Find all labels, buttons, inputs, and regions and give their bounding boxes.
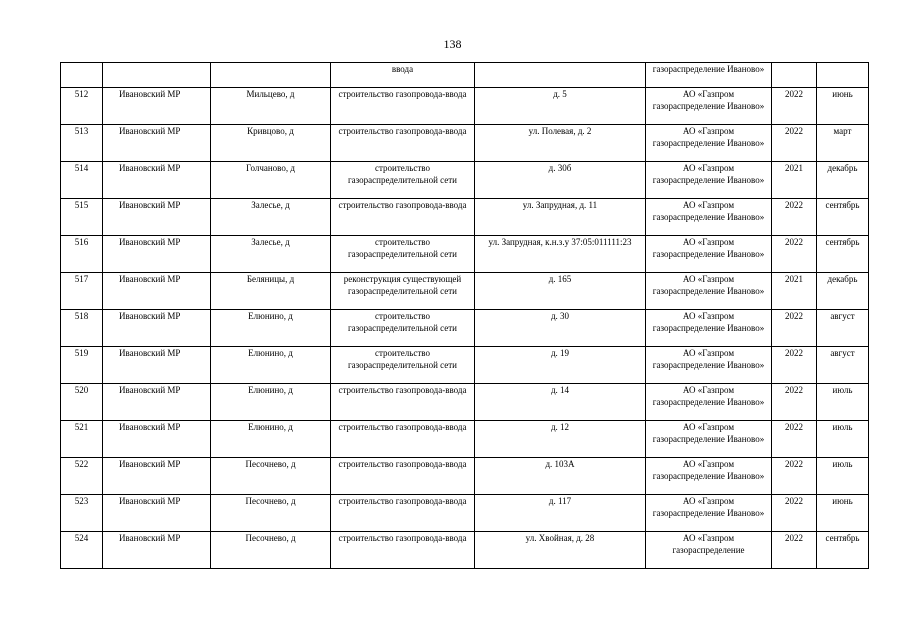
cell-num xyxy=(61,63,103,88)
cell-district: Ивановский МР xyxy=(103,88,211,125)
cell-district: Ивановский МР xyxy=(103,495,211,532)
table-row-continuation xyxy=(61,63,869,88)
cell-num: 517 xyxy=(61,273,103,310)
cell-address xyxy=(475,63,646,88)
cell-locality: Кривцово, д xyxy=(211,125,331,162)
cell-organization: АО «Газпром газораспределение Иваново» xyxy=(646,125,772,162)
cell-month: сентябрь xyxy=(817,532,869,569)
cell-year xyxy=(772,63,817,88)
table-row xyxy=(61,236,869,273)
cell-district: Ивановский МР xyxy=(103,273,211,310)
cell-month: июль xyxy=(817,458,869,495)
cell-district xyxy=(103,63,211,88)
cell-address: ул. Хвойная, д. 28 xyxy=(475,532,646,569)
cell-year: 2022 xyxy=(772,347,817,384)
cell-locality: Елюнино, д xyxy=(211,347,331,384)
table-row xyxy=(61,347,869,384)
cell-work: строительство газопровода-ввода xyxy=(331,125,475,162)
cell-organization: АО «Газпром газораспределение Иваново» xyxy=(646,458,772,495)
cell-work: реконструкция существующей газораспределительной сети xyxy=(331,273,475,310)
table-row xyxy=(61,88,869,125)
cell-work: ввода xyxy=(331,63,475,88)
cell-district: Ивановский МР xyxy=(103,199,211,236)
cell-locality: Елюнино, д xyxy=(211,310,331,347)
cell-district: Ивановский МР xyxy=(103,384,211,421)
cell-year: 2022 xyxy=(772,384,817,421)
cell-locality: Елюнино, д xyxy=(211,421,331,458)
cell-organization: АО «Газпром газораспределение Иваново» xyxy=(646,162,772,199)
cell-work: строительство газопровода-ввода xyxy=(331,421,475,458)
cell-district: Ивановский МР xyxy=(103,162,211,199)
cell-month: июль xyxy=(817,421,869,458)
cell-address: д. 5 xyxy=(475,88,646,125)
cell-organization: АО «Газпром газораспределение Иваново» xyxy=(646,347,772,384)
table-row xyxy=(61,532,869,569)
cell-num: 520 xyxy=(61,384,103,421)
cell-locality: Беляницы, д xyxy=(211,273,331,310)
cell-district: Ивановский МР xyxy=(103,532,211,569)
cell-organization: АО «Газпром газораспределение xyxy=(646,532,772,569)
cell-month: март xyxy=(817,125,869,162)
cell-year: 2021 xyxy=(772,162,817,199)
cell-locality: Песочнево, д xyxy=(211,532,331,569)
cell-year: 2022 xyxy=(772,88,817,125)
cell-month: декабрь xyxy=(817,162,869,199)
cell-month xyxy=(817,63,869,88)
cell-address: д. 19 xyxy=(475,347,646,384)
cell-year: 2022 xyxy=(772,421,817,458)
cell-organization: АО «Газпром газораспределение Иваново» xyxy=(646,88,772,125)
table-row xyxy=(61,162,869,199)
cell-work: строительство газопровода-ввода xyxy=(331,384,475,421)
cell-work: строительство газораспределительной сети xyxy=(331,310,475,347)
table-row xyxy=(61,384,869,421)
cell-address: д. 165 xyxy=(475,273,646,310)
table-row xyxy=(61,273,869,310)
cell-year: 2022 xyxy=(772,125,817,162)
cell-work: строительство газораспределительной сети xyxy=(331,162,475,199)
cell-num: 524 xyxy=(61,532,103,569)
cell-organization: АО «Газпром газораспределение Иваново» xyxy=(646,199,772,236)
cell-locality: Песочнево, д xyxy=(211,495,331,532)
cell-month: сентябрь xyxy=(817,199,869,236)
cell-district: Ивановский МР xyxy=(103,236,211,273)
cell-year: 2022 xyxy=(772,532,817,569)
cell-work: строительство газораспределительной сети xyxy=(331,347,475,384)
page-number: 138 xyxy=(443,37,462,51)
cell-month: декабрь xyxy=(817,273,869,310)
cell-organization: газораспределение Иваново» xyxy=(646,63,772,88)
table-row xyxy=(61,421,869,458)
cell-month: август xyxy=(817,347,869,384)
cell-num: 522 xyxy=(61,458,103,495)
table-row xyxy=(61,310,869,347)
cell-num: 523 xyxy=(61,495,103,532)
table-body xyxy=(61,63,869,569)
cell-num: 512 xyxy=(61,88,103,125)
table-row xyxy=(61,495,869,532)
cell-organization: АО «Газпром газораспределение Иваново» xyxy=(646,495,772,532)
cell-address: д. 30 xyxy=(475,310,646,347)
cell-locality xyxy=(211,63,331,88)
cell-locality: Мильцево, д xyxy=(211,88,331,125)
cell-num: 516 xyxy=(61,236,103,273)
cell-month: июнь xyxy=(817,495,869,532)
gasification-table xyxy=(60,62,869,569)
cell-organization: АО «Газпром газораспределение Иваново» xyxy=(646,310,772,347)
table-row xyxy=(61,125,869,162)
cell-year: 2022 xyxy=(772,458,817,495)
cell-organization: АО «Газпром газораспределение Иваново» xyxy=(646,236,772,273)
cell-work: строительство газопровода-ввода xyxy=(331,532,475,569)
cell-month: сентябрь xyxy=(817,236,869,273)
cell-organization: АО «Газпром газораспределение Иваново» xyxy=(646,384,772,421)
cell-num: 521 xyxy=(61,421,103,458)
cell-month: июль xyxy=(817,384,869,421)
cell-address: д. 103А xyxy=(475,458,646,495)
cell-locality: Залесье, д xyxy=(211,236,331,273)
cell-num: 514 xyxy=(61,162,103,199)
cell-address: д. 30б xyxy=(475,162,646,199)
cell-district: Ивановский МР xyxy=(103,421,211,458)
cell-address: д. 14 xyxy=(475,384,646,421)
cell-year: 2021 xyxy=(772,273,817,310)
cell-district: Ивановский МР xyxy=(103,310,211,347)
cell-month: июнь xyxy=(817,88,869,125)
cell-year: 2022 xyxy=(772,199,817,236)
cell-work: строительство газопровода-ввода xyxy=(331,458,475,495)
cell-locality: Елюнино, д xyxy=(211,384,331,421)
cell-locality: Залесье, д xyxy=(211,199,331,236)
cell-locality: Песочнево, д xyxy=(211,458,331,495)
cell-year: 2022 xyxy=(772,310,817,347)
cell-work: строительство газопровода-ввода xyxy=(331,88,475,125)
cell-address: д. 12 xyxy=(475,421,646,458)
cell-work: строительство газораспределительной сети xyxy=(331,236,475,273)
cell-address: д. 117 xyxy=(475,495,646,532)
table-row xyxy=(61,199,869,236)
cell-year: 2022 xyxy=(772,236,817,273)
cell-year: 2022 xyxy=(772,495,817,532)
cell-work: строительство газопровода-ввода xyxy=(331,199,475,236)
cell-num: 519 xyxy=(61,347,103,384)
cell-address: ул. Запрудная, д. 11 xyxy=(475,199,646,236)
cell-locality: Голчаново, д xyxy=(211,162,331,199)
cell-district: Ивановский МР xyxy=(103,125,211,162)
cell-district: Ивановский МР xyxy=(103,347,211,384)
cell-work: строительство газопровода-ввода xyxy=(331,495,475,532)
cell-num: 518 xyxy=(61,310,103,347)
cell-month: август xyxy=(817,310,869,347)
cell-num: 513 xyxy=(61,125,103,162)
cell-num: 515 xyxy=(61,199,103,236)
cell-address: ул. Полевая, д. 2 xyxy=(475,125,646,162)
cell-organization: АО «Газпром газораспределение Иваново» xyxy=(646,273,772,310)
table-row xyxy=(61,458,869,495)
cell-organization: АО «Газпром газораспределение Иваново» xyxy=(646,421,772,458)
cell-address: ул. Запрудная, к.н.з.у 37:05:011111:23 xyxy=(475,236,646,273)
cell-district: Ивановский МР xyxy=(103,458,211,495)
